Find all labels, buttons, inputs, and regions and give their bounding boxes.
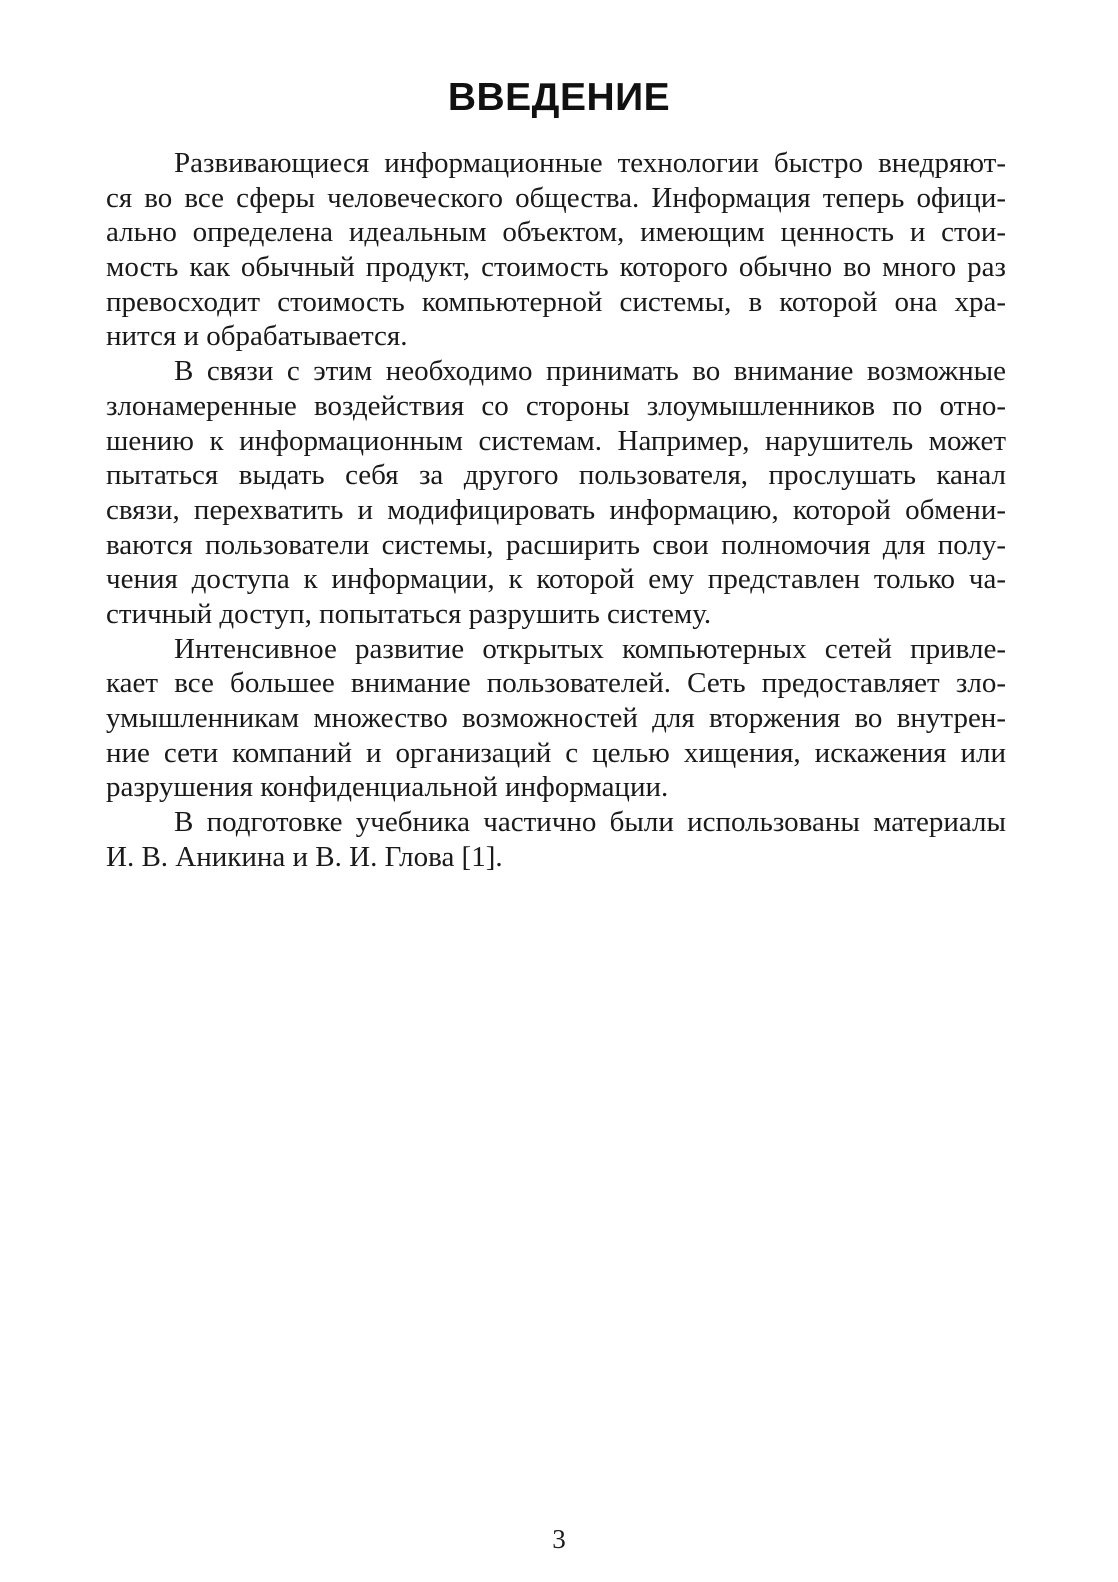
text-line: кает все большее внимание пользователей. Сеть предоставляет зло-: [106, 667, 1006, 700]
text-line: связи, перехватить и модифицировать информацию, которой обмени-: [106, 493, 1006, 526]
text-line: шению к информационным системам. Например, нарушитель может: [106, 424, 1006, 457]
paragraph-1: [106, 146, 1006, 354]
text-line: злонамеренные воздействия со стороны злоумышленников по отно-: [106, 389, 1006, 422]
paragraph-4: [106, 805, 1006, 874]
text-line: Интенсивное развитие открытых компьютерных сетей привле-: [174, 632, 1006, 665]
page-title: ВВЕДЕНИЕ: [447, 76, 671, 119]
paragraph-3: [106, 632, 1006, 805]
text-line: В подготовке учебника частично были использованы материалы: [174, 806, 1006, 839]
text-line: превосходит стоимость компьютерной системы, в которой она хра-: [106, 285, 1006, 318]
text-line: чения доступа к информации, к которой ему представлен только ча-: [106, 563, 1006, 596]
text-line: ся во все сферы человеческого общества. Информация теперь офици-: [106, 181, 1006, 214]
text-line: И. В. Аникина и В. И. Глова [1].: [106, 840, 503, 873]
body-text: [106, 146, 1006, 874]
text-line: нится и обрабатывается.: [106, 320, 408, 353]
page-number: 3: [552, 1524, 566, 1554]
text-line: разрушения конфиденциальной информации.: [106, 771, 669, 804]
text-line: пытаться выдать себя за другого пользователя, прослушать канал: [106, 459, 1006, 492]
text-line: стичный доступ, попытаться разрушить систему.: [106, 597, 712, 630]
text-line: умышленникам множество возможностей для вторжения во внутрен-: [106, 702, 1006, 734]
text-line: мость как обычный продукт, стоимость которого обычно во много раз: [106, 251, 1006, 284]
text-line: ально определена идеальным объектом, имеющим ценность и стои-: [106, 216, 1006, 249]
text-line: ние сети компаний и организаций с целью хищения, искажения или: [106, 736, 1006, 769]
text-line: В связи с этим необходимо принимать во внимание возможные: [174, 355, 1006, 388]
text-line: ваются пользователи системы, расширить свои полномочия для полу-: [106, 528, 1006, 561]
text-line: Развивающиеся информационные технологии быстро внедряют-: [174, 147, 1006, 179]
paragraph-2: [106, 354, 1006, 632]
